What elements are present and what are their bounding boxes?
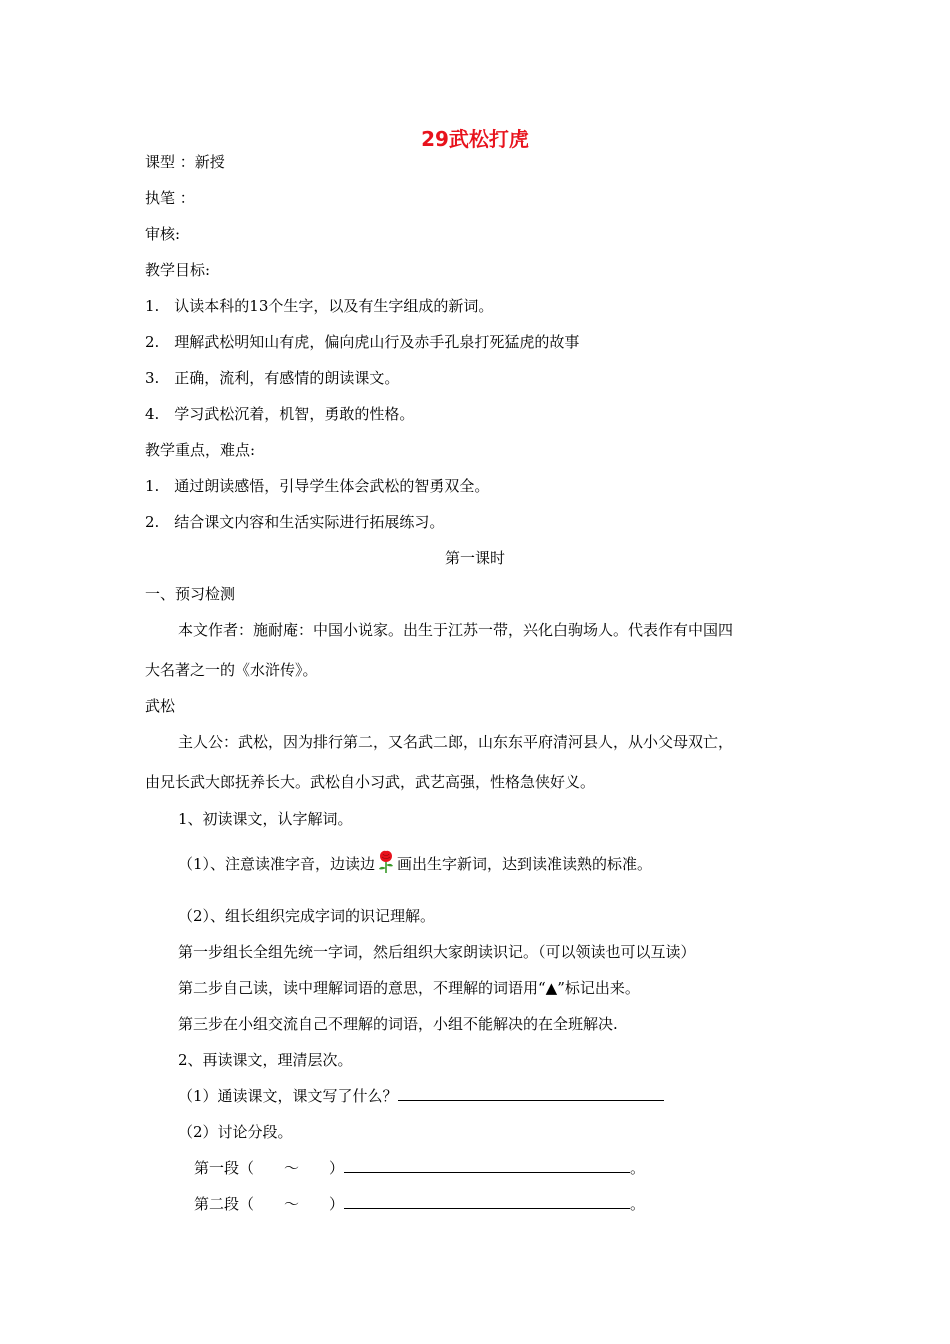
- objective-item: 4. 学习武松沉着，机智，勇敢的性格。: [145, 405, 415, 423]
- section-heading: 一、预习检测: [145, 585, 236, 603]
- step-one-heading: 1、初读课文，认字解词。: [178, 810, 353, 828]
- key-point-item: 1. 通过朗读感悟，引导学生体会武松的智勇双全。: [145, 477, 490, 495]
- paragraph-row-end: 。: [630, 1159, 646, 1177]
- paragraph-row: [194, 1194, 645, 1214]
- procedure-step: 第二步自己读，读中理解词语的意思，不理解的词语用“▲”标记出来。: [178, 979, 640, 997]
- step-two-question-one: [178, 1086, 664, 1106]
- author-line: 执笔 ：: [145, 189, 195, 207]
- paragraph-row-label: 第二段（ ～ ）: [194, 1195, 345, 1213]
- rose-flower-icon: [376, 850, 396, 879]
- question-text: （1）通读课文，课文写了什么？: [178, 1087, 398, 1105]
- hero-intro-line: 主人公：武松，因为排行第二，又名武二郎，山东东平府清河县人，从小父母双亡，: [178, 733, 734, 751]
- procedure-step: 第一步组长全组先统一字词，然后组织大家朗读识记。（可以领读也可以互读）: [178, 943, 696, 961]
- review-line: 审核:: [145, 225, 181, 243]
- paragraph-row-end: 。: [630, 1195, 646, 1213]
- key-points-heading: 教学重点，难点:: [145, 441, 256, 459]
- hero-intro-line: 由兄长武大郎抚养长大。武松自小习武，武艺高强，性格急侠好义。: [145, 773, 596, 791]
- step-two-heading: 2、再读课文，理清层次。: [178, 1051, 353, 1069]
- objective-item: 1. 认读本科的13个生字，以及有生字组成的新词。: [145, 297, 494, 315]
- step-two-question-two: （2）讨论分段。: [178, 1123, 293, 1141]
- procedure-step: 第三步在小组交流自己不理解的词语，小组不能解决的在全班解决.: [178, 1015, 618, 1033]
- author-intro-line: 本文作者：施耐庵：中国小说家。出生于江苏一带，兴化白驹场人。代表作有中国四: [178, 621, 734, 639]
- objective-item: 2. 理解武松明知山有虎，偏向虎山行及赤手孔泉打死猛虎的故事: [145, 333, 580, 351]
- step-one-sub-one-text: （1）、注意读准字音，边读边: [178, 855, 376, 873]
- step-one-sub-one: [178, 850, 652, 879]
- step-one-sub-two: （2）、组长组织完成字词的识记理解。: [178, 907, 436, 925]
- lesson-type-line: 课型 ：新授: [145, 153, 225, 171]
- objective-item: 3. 正确，流利，有感情的朗读课文。: [145, 369, 400, 387]
- key-point-item: 2. 结合课文内容和生活实际进行拓展练习。: [145, 513, 445, 531]
- objectives-heading: 教学目标:: [145, 261, 211, 279]
- author-intro-line: 大名著之一的《水浒传》。: [145, 661, 318, 679]
- wusong-label: 武松: [145, 697, 176, 715]
- lesson-heading: 第一课时: [444, 549, 505, 567]
- document-title: 29武松打虎: [421, 127, 529, 151]
- paragraph-row: [194, 1158, 645, 1178]
- answer-blank[interactable]: [398, 1086, 664, 1101]
- step-one-sub-one-text-end: 画出生字新词，达到读准读熟的标准。: [397, 855, 653, 873]
- paragraph-answer-blank[interactable]: [344, 1194, 630, 1209]
- paragraph-answer-blank[interactable]: [344, 1158, 630, 1173]
- paragraph-row-label: 第一段（ ～ ）: [194, 1159, 345, 1177]
